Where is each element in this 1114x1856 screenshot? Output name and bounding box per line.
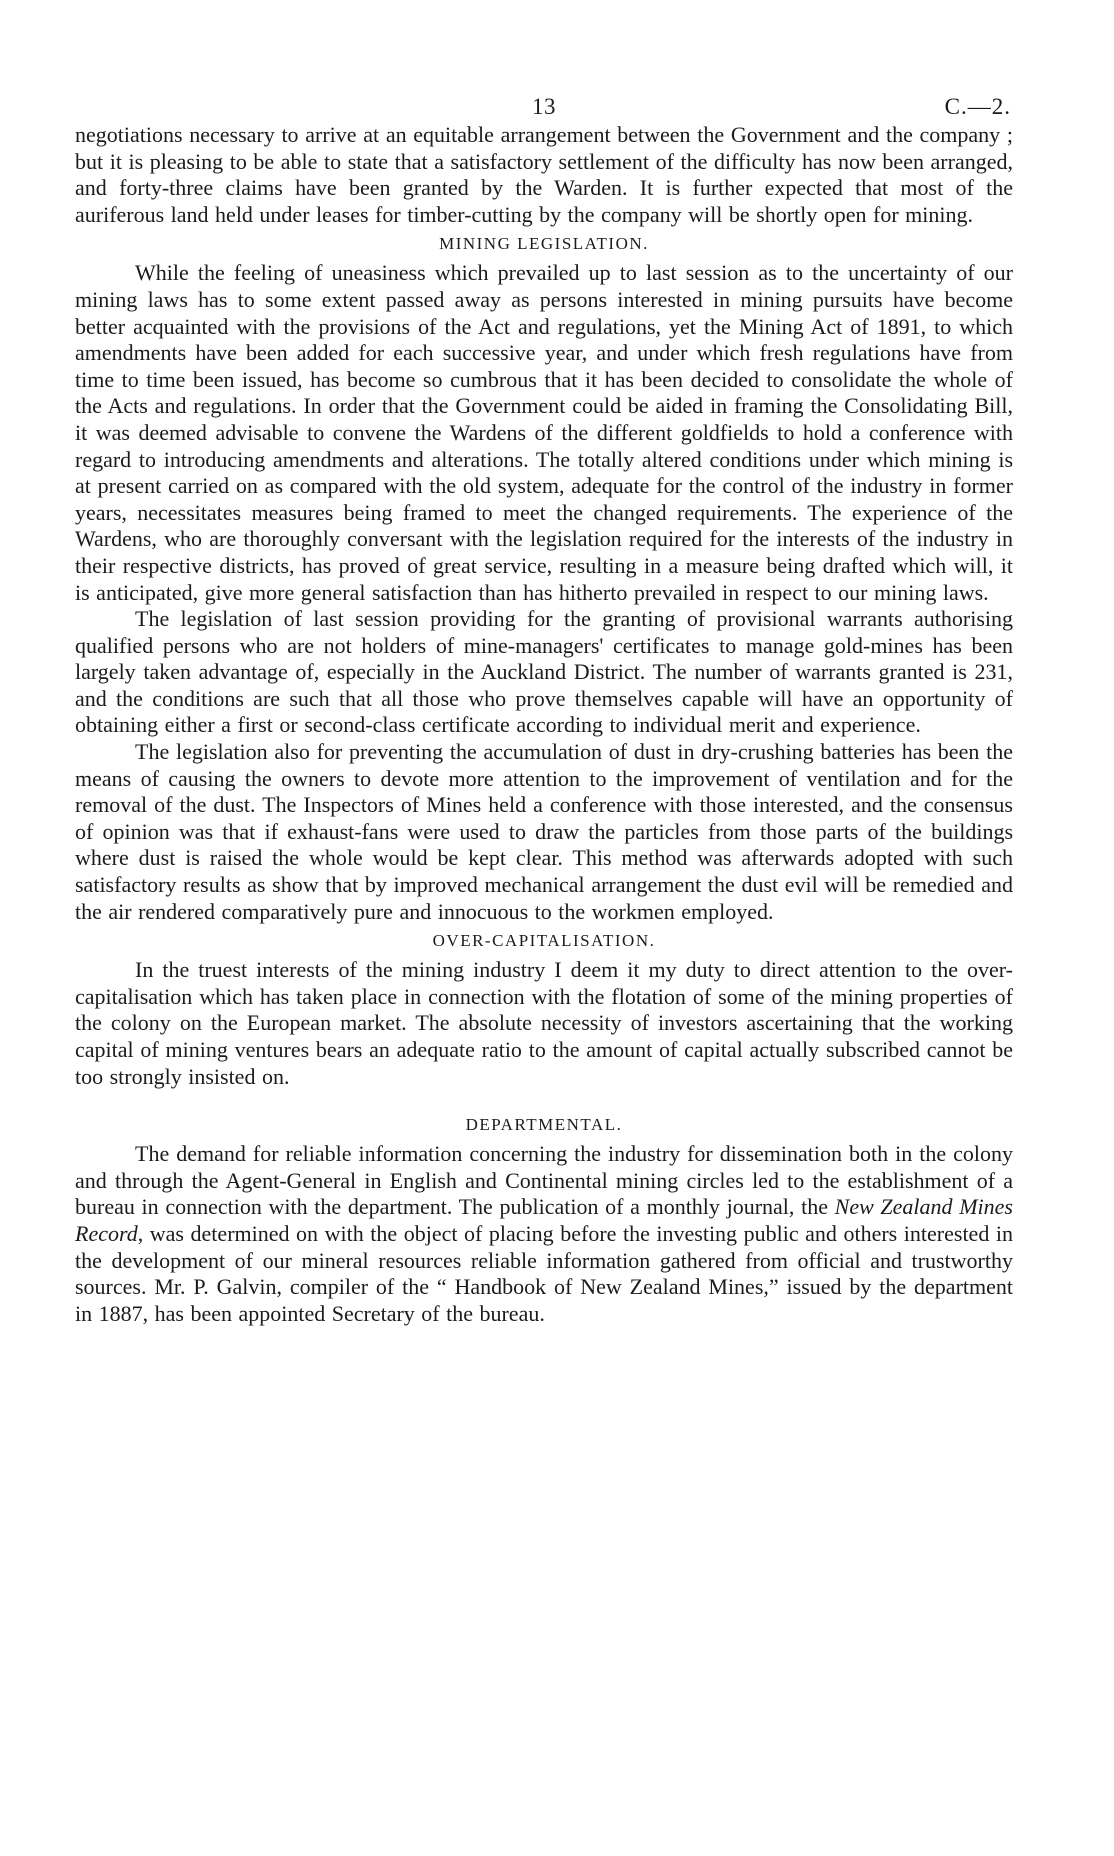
document-page [75,0,1013,1327]
paragraph-mining-legislation-3: The legislation also for preventing the accumulation of dust in dry-crushing batteries has been the means of causing the owners to devote more attention to the improvement of ventilation and for the removal of the dust. The Inspectors of Mines held a conference with those interested, and the consensus of opinion was that if exhaust-fans were used to draw the particles from those parts of the buildings where dust is raised the whole would be kept clear. This method was afterwards adopted with such satisfactory results as show that by improved mechanical arrangement the dust evil will be remedied and the air rendered comparatively pure and innocuous to the workmen employed. [75,739,1013,924]
journal-title: New Zealand Mines Record [75,1194,1013,1246]
paragraph-departmental [75,1141,1013,1327]
heading-over-capitalisation: OVER-CAPITALISATION. [432,931,656,951]
paragraph-mining-legislation-2: The legislation of last session providing for the granting of provisional warrants authorising qualified persons who are not holders of mine-managers' certificates to manage gold-mines has been largely taken advantage of, especially in the Auckland District. The number of warrants granted is 231, and the conditions are such that all those who prove themselves capable will have an opportunity of obtaining either a first or second-class certificate according to individual merit and experience. [75,606,1013,738]
paragraph-mining-legislation-1: While the feeling of uneasiness which prevailed up to last session as to the uncertainty of our mining laws has to some extent passed away as persons interested in mining pursuits have become better acquainted with the provisions of the Act and regulations, yet the Mining Act of 1891, to which amendments have been added for each successive year, and under which fresh regulations have from time to time been issued, has become so cumbrous that it has been decided to consolidate the whole of the Acts and regulations. In order that the Government could be aided in framing the Consolidating Bill, it was deemed advisable to convene the Wardens of the different goldfields to hold a conference with regard to introducing amendments and alterations. The totally altered conditions under which mining is at present carried on as compared with the old system, adequate for the control of the industry in former years, necessitates measures being framed to meet the changed requirements. The experience of the Wardens, who are thoroughly conversant with the legislation required for the interests of the industry in their respective districts, has proved of great service, resulting in a measure being drafted which will, it is anticipated, give more general satisfaction than has hitherto prevailed in respect to our mining laws. [75,260,1013,605]
document-reference: C.—2. [944,94,1011,119]
heading-mining-legislation: MINING LEGISLATION. [439,234,649,254]
paragraph-over-capitalisation: In the truest interests of the mining industry I deem it my duty to direct attention to the over-capitalisation which has taken place in connection with the flotation of some of the mining properties of the colony on the European market. The absolute necessity of investors ascertaining that the working capital of mining ventures bears an adequate ratio to the amount of capital actually subscribed cannot be too strongly insisted on. [75,957,1013,1089]
heading-departmental: DEPARTMENTAL. [465,1115,623,1135]
departmental-text-after: , was determined on with the object of placing before the investing public and others interested in the development of our mineral resources reliable information gathered from official and trustworthy sources. Mr. P. Galvin, compiler of the “ Handbook of New Zealand Mines,” issued by the department in 1887, has been appointed Secretary of the bureau. [75,1220,1013,1326]
continuation-paragraph: negotiations necessary to arrive at an equitable arrangement between the Government and the company ; but it is pleasing to be able to state that a satisfactory settlement of the difficulty has now been arranged, and forty-three claims have been granted by the Warden. It is further expected that most of the auriferous land held under leases for timber-cutting by the company will be shortly open for mining. [75,122,1013,227]
departmental-text-before: The demand for reliable information concerning the industry for dissemination both in the colony and through the Agent-General in English and Continental mining circles led to the establishment of a bureau in connection with the department. The publication of a monthly journal, the [75,1141,1013,1220]
document-body [75,122,1013,1327]
page-number: 13 [532,94,556,119]
page-header [75,0,1013,122]
